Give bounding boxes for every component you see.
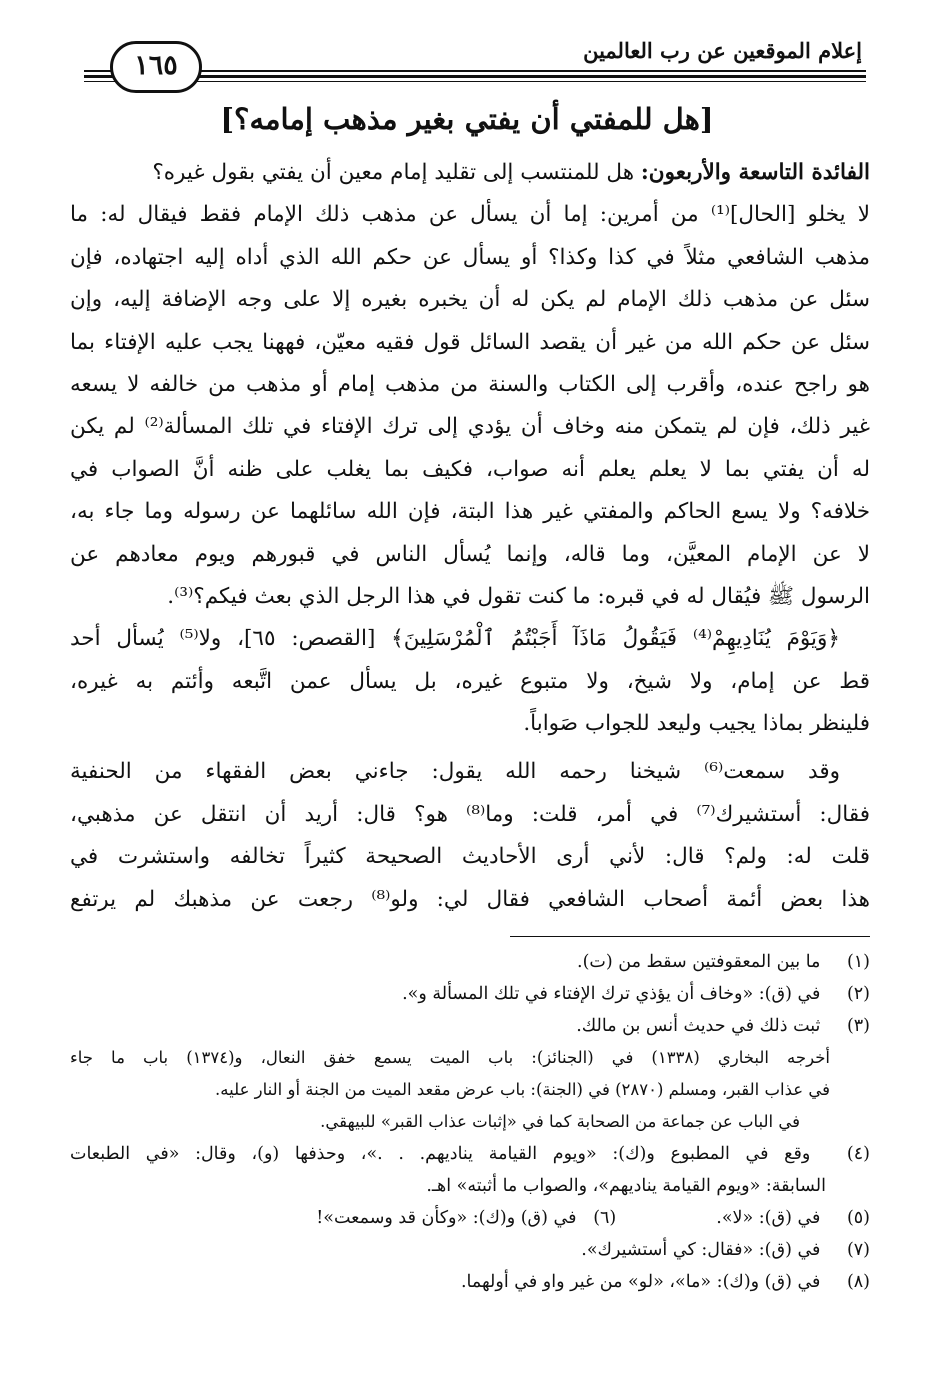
footnote-text: في (ق) و(ك): «ما»، «لو» من غير واو في أولهما.	[460, 1272, 821, 1292]
text-line: فقال: أستشيرك⁽⁷⁾ في أمر، قلت: وما⁽⁸⁾ هو؟ قال: أريد أن انتقل عن مذهبي،	[70, 801, 870, 827]
text-line: هذا بعض أئمة أصحاب الشافعي فقال لي: ولو⁽⁸⁾ رجعت عن مذهبك لم يرتفع	[70, 886, 870, 912]
footnote-number: (٦)	[593, 1208, 617, 1228]
text-line: لا عن الإمام المعيَّن، وما قاله، وإنما يُسأل الناس في قبورهم ويوم معادهم عن	[70, 541, 870, 567]
footnote-text: في (ق): «وخاف أن يؤذي ترك الإفتاء في تلك المسألة و».	[402, 984, 821, 1004]
text-span: هل للمنتسب إلى تقليد إمام معين أن يفتي بقول غيره؟	[152, 160, 641, 185]
text-line: سئل عن حكم الله من غير أن يقصد السائل قول فقيه معيّن، فههنا يجب عليه الإفتاء بما	[70, 329, 870, 355]
footnote-text: ثبت ذلك في حديث أنس بن مالك.	[576, 1016, 821, 1036]
footnote	[70, 1138, 870, 1170]
text-line: فلينظر بماذا يجيب وليعد للجواب صَواباً.	[523, 711, 870, 737]
text-line: غير ذلك، فإن لم يتمكن منه وخاف أن يؤدي إلى ترك الإفتاء في تلك المسألة⁽²⁾ لم يكن	[70, 414, 870, 440]
text-line: قط عن إمام، ولا شيخ، ولا متبوع غيره، بل يسأل عمن اتَّبعه وأئتم به غيره،	[70, 668, 870, 694]
footnote-number: (٤)	[846, 1144, 870, 1164]
running-title: إعلام الموقعين عن رب العالمين	[583, 38, 862, 63]
header-rule	[84, 75, 866, 78]
footnote-number: (٥)	[846, 1208, 870, 1228]
footnote-continuation: في عذاب القبر، ومسلم (٢٨٧٠) في (الجنة): باب عرض مقعد الميت من الجنة أو النار عليه.	[215, 1080, 830, 1099]
footnote-continuation: السابقة: «ويوم القيامة يناديهم»، والصواب ما أثبته» اهـ.	[426, 1176, 826, 1196]
text-line	[70, 152, 870, 194]
body-text	[70, 152, 870, 921]
footnote	[70, 1234, 870, 1266]
footnote	[70, 1010, 870, 1042]
footnote-second	[316, 1202, 616, 1234]
footnote-number: (٢)	[846, 984, 870, 1004]
footnote	[70, 946, 870, 978]
footnote-text: في (ق): «فقال: كي أستشيرك».	[581, 1240, 821, 1260]
text-line: قلت له: ولم؟ قال: لأني أرى الأحاديث الصحيحة كثيراً تخالفه واستشرت في	[70, 844, 870, 870]
footnote-number: (١)	[846, 952, 870, 972]
footnote-pair	[70, 1202, 870, 1234]
text-line: له أن يفتي بما لا يعلم يعلم أنه صواب، فكيف بما يغلب على ظنه أنَّ الصواب في	[70, 456, 870, 482]
header-rule	[84, 81, 866, 82]
section-heading: [هل للمفتي أن يفتي بغير مذهب إمامه؟]	[220, 102, 714, 136]
footnote	[70, 1266, 870, 1298]
footnote-number: (٣)	[846, 1016, 870, 1036]
text-line: الرسول ﷺ فيُقال له في قبره: ما كنت تقول في هذا الرجل الذي بعث فيكم؟⁽³⁾.	[167, 583, 870, 609]
footnote	[70, 978, 870, 1010]
text-line: هو راجح عنده، وأقرب إلى الكتاب والسنة من مذهب إمام أو مذهب من خالفه لا يسعه	[70, 371, 870, 397]
text-line: خلافه؟ ولا يسع الحاكم والمفتي غير هذا البتة، فإن الله سائلهما عن رسوله وما جاء به،	[70, 499, 870, 525]
footnote-continuation: أخرجه البخاري (١٣٣٨) في (الجنائز): باب الميت يسمع خفق النعال، و(١٣٧٤) باب ما جاء	[70, 1048, 830, 1067]
footnote-rule	[510, 936, 870, 937]
footnote-text: في (ق) و(ك): «وكأن قد وسمعت»!	[316, 1208, 577, 1228]
text-line: وقد سمعت⁽⁶⁾ شيخنا رحمه الله يقول: جاءني بعض الفقهاء من الحنفية	[70, 759, 840, 785]
text-line: لا يخلو [الحال]⁽¹⁾ من أمرين: إما أن يسأل عن مذهب ذلك الإمام فقط فيقال له: ما	[70, 202, 870, 228]
footnote-number: (٨)	[846, 1272, 870, 1292]
page-number: ١٦٥	[110, 41, 202, 93]
footnotes	[70, 946, 870, 1298]
footnote-text: ما بين المعقوفتين سقط من (ت).	[577, 952, 821, 972]
footnote-continuation: في الباب عن جماعة من الصحابة كما في «إثبات عذاب القبر» للبيهقي.	[320, 1112, 800, 1131]
quran-verse-line: ﴿وَيَوْمَ يُنَادِيهِمْ⁽⁴⁾ فَيَقُولُ مَاذَآ أَجَبْتُمُ ٱلْمُرْسَلِينَ﴾ [القصص: ٦٥]، ولا⁽⁵⁾ يُسأل أحد	[70, 626, 841, 652]
footnote-text: في (ق): «لا».	[716, 1208, 821, 1228]
lead-phrase: الفائدة التاسعة والأربعون:	[640, 160, 870, 185]
footnote-text: وقع في المطبوع و(ك): «ويوم القيامة يناديهم. . .»، وحذفها (و)، وقال: «في الطبعات	[70, 1144, 811, 1164]
text-line: مذهب الشافعي مثلاً في كذا وكذا؟ أو يسأل عن حكم الله الذي أداه إليه اجتهاده، فإن	[70, 244, 870, 270]
text-line: سئل عن مذهب ذلك الإمام لم يكن له أن يخبره بغيره إلا على وجه الإضافة إليه، وإن	[70, 287, 870, 313]
footnote-number: (٧)	[846, 1240, 870, 1260]
